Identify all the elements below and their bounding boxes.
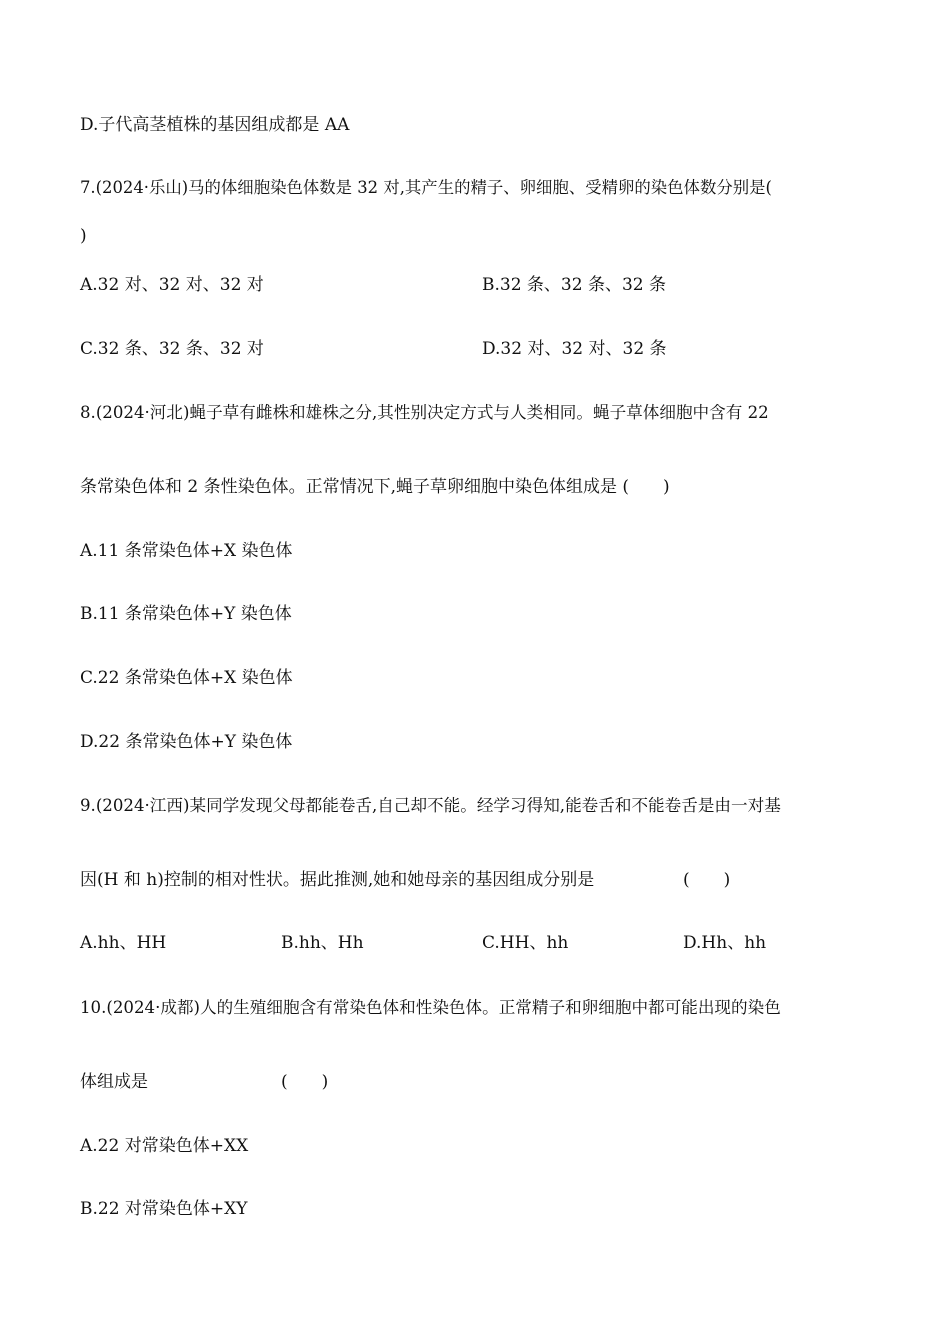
q8-option-b: B.11 条常染色体+Y 染色体 xyxy=(80,604,292,624)
q7-stem-line1: 7.(2024·乐山)马的体细胞染色体数是 32 对,其产生的精子、卵细胞、受精卵的染色体数分别是( xyxy=(80,178,772,197)
q8-stem-line2: 条常染色体和 2 条性染色体。正常情况下,蝇子草卵细胞中染色体组成是 ( ) xyxy=(80,477,670,497)
q10-option-b: B.22 对常染色体+XY xyxy=(80,1199,248,1219)
q9-option-d: D.Hh、hh xyxy=(683,933,767,953)
q9-answer-paren: ( ) xyxy=(683,870,731,890)
q7-option-a: A.32 对、32 对、32 对 xyxy=(80,275,264,295)
q7-option-d: D.32 对、32 对、32 条 xyxy=(482,339,667,359)
q9-stem-line1: 9.(2024·江西)某同学发现父母都能卷舌,自己却不能。经学习得知,能卷舌和不能卷舌是由一对基 xyxy=(80,796,781,815)
q10-stem-line1: 10.(2024·成都)人的生殖细胞含有常染色体和性染色体。正常精子和卵细胞中都可能出现的染色 xyxy=(80,998,781,1017)
q10-answer-paren: ( ) xyxy=(281,1072,329,1092)
q10-stem-line2: 体组成是 xyxy=(80,1072,148,1092)
q7-option-c: C.32 条、32 条、32 对 xyxy=(80,339,264,359)
q9-option-a: A.hh、HH xyxy=(80,933,167,953)
q9-stem-line2: 因(H 和 h)控制的相对性状。据此推测,她和她母亲的基因组成分别是 xyxy=(80,870,595,890)
q9-option-c: C.HH、hh xyxy=(482,933,569,953)
prev-option-d: D.子代高茎植株的基因组成都是 AA xyxy=(80,115,350,135)
q8-stem-line1: 8.(2024·河北)蝇子草有雌株和雄株之分,其性别决定方式与人类相同。蝇子草体细胞中含有 22 xyxy=(80,403,769,422)
q7-stem-line2: ) xyxy=(80,226,87,246)
q8-option-a: A.11 条常染色体+X 染色体 xyxy=(80,541,293,561)
q10-option-a: A.22 对常染色体+XX xyxy=(80,1136,249,1156)
q8-option-c: C.22 条常染色体+X 染色体 xyxy=(80,668,293,688)
q7-option-b: B.32 条、32 条、32 条 xyxy=(482,275,667,295)
q9-option-b: B.hh、Hh xyxy=(281,933,364,953)
q8-option-d: D.22 条常染色体+Y 染色体 xyxy=(80,732,293,752)
